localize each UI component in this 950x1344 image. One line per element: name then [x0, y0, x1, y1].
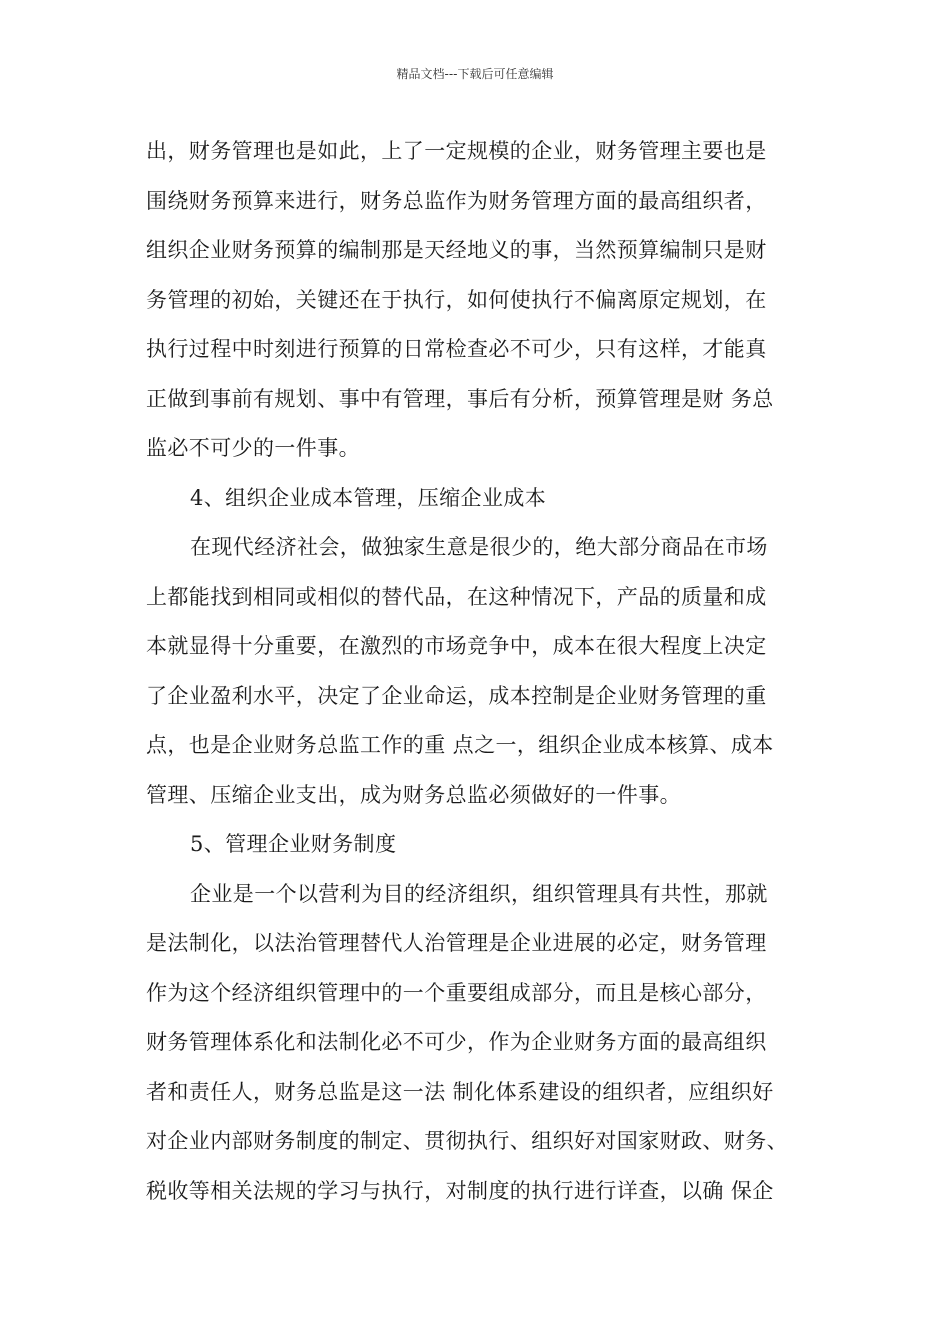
paragraph-first-line: 企业是一个以营利为目的经济组织，组织管理具有共性，那就	[190, 881, 768, 906]
paragraph-first-line: 在现代经济社会，做独家生意是很少的，绝大部分商品在市场	[190, 535, 768, 559]
text-line: 点，也是企业财务总监工作的重 点之一，组织企业成本核算、成本	[146, 733, 774, 757]
page-header: 精品文档---下载后可任意编辑	[396, 67, 554, 81]
text-line: 作为这个经济组织管理中的一个重要组成部分，而且是核心部分，	[146, 980, 767, 1005]
text-line: 财务管理体系化和法制化必不可少，作为企业财务方面的最高组织	[146, 1030, 767, 1054]
text-line: 组织企业财务预算的编制那是天经地义的事，当然预算编制只是财	[146, 238, 767, 262]
text-line: 是法制化，以法治管理替代人治管理是企业进展的必定，财务管理	[146, 931, 767, 955]
text-line: 出，财务管理也是如此，上了一定规模的企业，财务管理主要也是	[146, 139, 767, 163]
text-line: 监必不可少的一件事。	[146, 436, 360, 460]
text-line: 正做到事前有规划、事中有管理，事后有分析，预算管理是财 务总	[146, 386, 774, 411]
text-line: 本就显得十分重要，在激烈的市场竞争中，成本在很大程度上决定	[146, 634, 767, 658]
text-line: 了企业盈利水平，决定了企业命运，成本控制是企业财务管理的重	[146, 683, 767, 708]
text-line: 上都能找到相同或相似的替代品，在这种情况下，产品的质量和成	[146, 584, 767, 609]
document-body	[146, 131, 826, 1220]
text-line: 执行过程中时刻进行预算的日常检查必不可少，只有这样，才能真	[146, 337, 767, 361]
text-line: 税收等相关法规的学习与执行，对制度的执行进行详查，以确 保企	[146, 1178, 774, 1203]
text-line: 对企业内部财务制度的制定、贯彻执行、组织好对国家财政、财务、	[146, 1129, 788, 1153]
text-line: 者和责任人，财务总监是这一法 制化体系建设的组织者，应组织好	[146, 1079, 774, 1104]
text-line: 管理、压缩企业支出，成为财务总监必须做好的一件事。	[146, 782, 681, 807]
section-heading: 4、组织企业成本管理，压缩企业成本	[190, 485, 547, 510]
text-line: 务管理的初始，关键还在于执行，如何使执行不偏离原定规划，在	[146, 287, 767, 312]
text-line: 围绕财务预算来进行，财务总监作为财务管理方面的最高组织者，	[146, 188, 767, 213]
section-heading: 5、管理企业财务制度	[190, 832, 397, 856]
